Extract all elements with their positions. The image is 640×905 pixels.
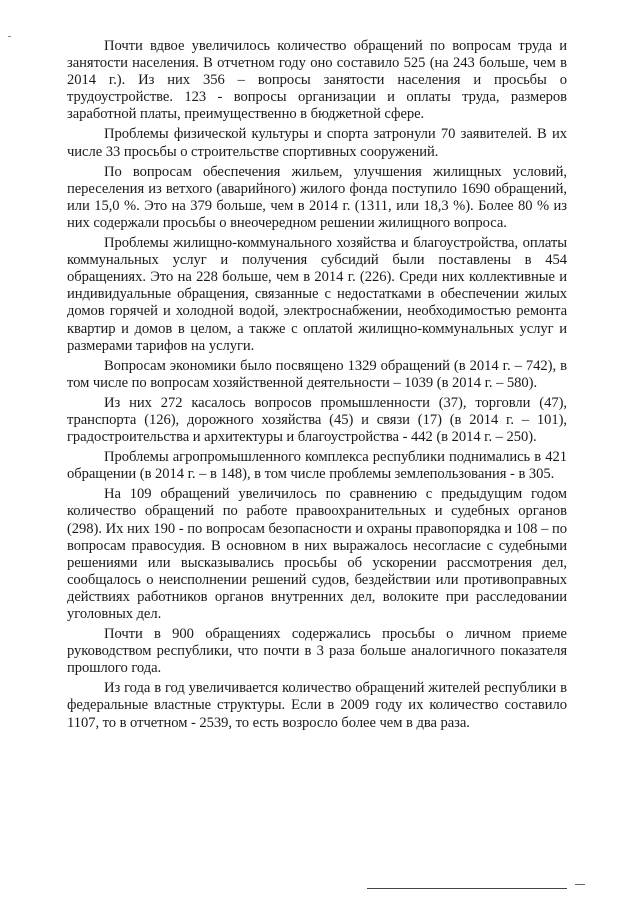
document-page (67, 38, 567, 735)
paragraph-industry: Из них 272 касалось вопросов промышленности (37), торговли (47), транспорта (126), дорожного хозяйства (45) и связи (17) (в 2014 г. – 101), градостроительства и архитектуры и благоустройства - 442 (в 2014 г. – 250). (67, 394, 567, 446)
footer-rule (367, 888, 567, 889)
paragraph-federal: Из года в год увеличивается количество обращений жителей республики в федеральные властные структуры. Если в 2009 году их количество составило 1107, то в отчетном - 2539, то есть возросло более чем в два раза. (67, 680, 567, 731)
paragraph-agro: Проблемы агропромышленного комплекса республики поднимались в 421 обращении (в 2014 г. – в 148), в том числе проблемы землепользования - в 305. (67, 449, 567, 483)
paragraph-utilities: Проблемы жилищно-коммунального хозяйства и благоустройства, оплаты коммунальных услуг и получения субсидий были поставлены в 454 обращениях. Это на 228 больше, чем в 2014 г. (226). Среди них коллективные и индивидуальные обращения, связанные с недостатками в обеспечении жилых домов горячей и холодной водой, электроснабжении, необходимостью ремонта квартир и домов в целом, а также с оплатой жилищно-коммунальных услуг и размерами тарифов на услуги. (67, 235, 567, 354)
paragraph-economy: Вопросам экономики было посвящено 1329 обращений (в 2014 г. – 742), в том числе по вопросам хозяйственной деятельности – 1039 (в 2014 г. – 580). (67, 357, 567, 391)
paragraph-law: На 109 обращений увеличилось по сравнению с предыдущим годом количество обращений по работе правоохранительных и судебных органов (298). Их них 190 - по вопросам безопасности и охраны правопорядка и 108 – по вопросам правосудия. В основном в них выражалось несогласие с судебными решениями или высказывались просьбы об ускорении рассмотрения дел, сообщалось о неисполнении решений судов, бездействии или противоправных действиях работников органов внутренних дел, волоките при расследовании уголовных дел. (67, 486, 567, 622)
paragraph-housing: По вопросам обеспечения жильем, улучшения жилищных условий, переселения из ветхого (аварийного) жилого фонда поступило 1690 обращений, или 15,0 %. Это на 379 больше, чем в 2014 г. (1311, или 18,3 %). Более 80 % из них содержали просьбы о внеочередном решении жилищного вопроса. (67, 163, 567, 231)
paragraph-reception: Почти в 900 обращениях содержались просьбы о личном приеме руководством республики, что почти в 3 раза больше аналогичного показателя прошлого года. (67, 626, 567, 677)
paragraph-sport: Проблемы физической культуры и спорта затронули 70 заявителей. В их числе 33 просьбы о строительстве спортивных сооружений. (67, 126, 567, 160)
footer-mark (575, 884, 585, 885)
margin-mark (8, 36, 11, 37)
paragraph-labor: Почти вдвое увеличилось количество обращений по вопросам труда и занятости населения. В отчетном году оно составило 525 (на 243 больше, чем в 2014 г.). Из них 356 – вопросы занятости населения и просьбы о трудоустройстве. 123 - вопросы организации и оплаты труда, размеров заработной платы, преимущественно в бюджетной сфере. (67, 38, 567, 123)
